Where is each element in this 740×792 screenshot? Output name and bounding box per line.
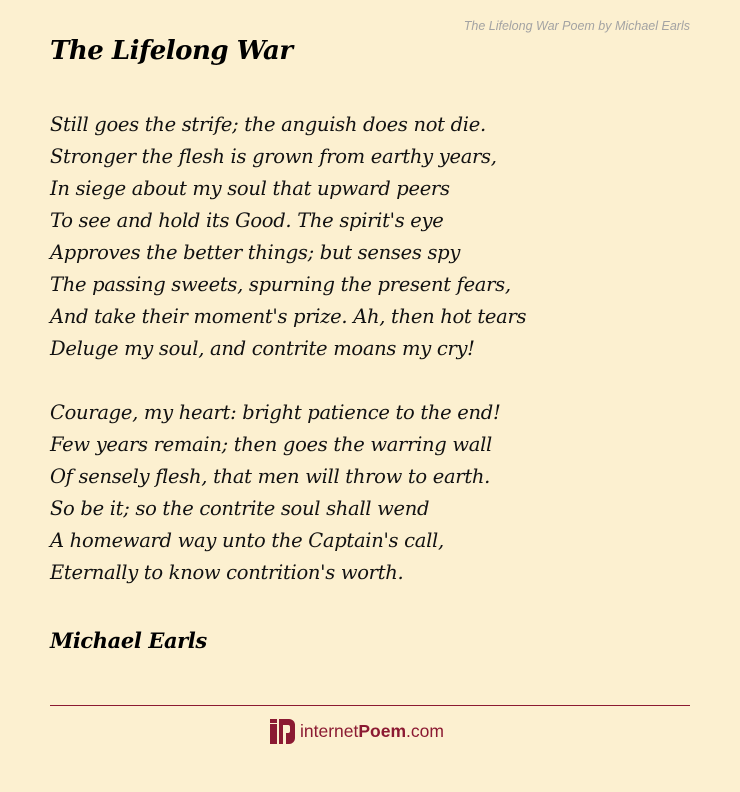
poem-line: Deluge my soul, and contrite moans my cry! bbox=[50, 337, 475, 360]
footer-divider bbox=[50, 705, 690, 706]
logo-text bbox=[300, 721, 444, 742]
logo-suffix: .com bbox=[406, 720, 444, 741]
poem-line: So be it; so the contrite soul shall wend bbox=[50, 497, 430, 520]
poem-line: Of sensely flesh, that men will throw to earth. bbox=[50, 465, 491, 488]
internetpoem-logo[interactable] bbox=[270, 718, 444, 744]
poem-line: Approves the better things; but senses spy bbox=[50, 241, 461, 264]
logo-brand: Poem bbox=[358, 720, 407, 741]
header-credit[interactable]: The Lifelong War Poem by Michael Earls bbox=[463, 19, 690, 33]
poem-line: Still goes the strife; the anguish does not die. bbox=[50, 113, 486, 136]
poem-line: A homeward way unto the Captain's call, bbox=[50, 529, 444, 552]
stanza-1 bbox=[50, 109, 690, 365]
poem-line: The passing sweets, spurning the present fears, bbox=[50, 273, 511, 296]
poem-title: The Lifelong War bbox=[50, 36, 293, 66]
poem-line: In siege about my soul that upward peers bbox=[50, 177, 450, 200]
poem-line: Courage, my heart: bright patience to the end! bbox=[50, 401, 501, 424]
poem-body bbox=[50, 109, 690, 621]
poem-line: Few years remain; then goes the warring wall bbox=[50, 433, 492, 456]
logo-prefix: internet bbox=[300, 720, 359, 741]
stanza-2 bbox=[50, 397, 690, 589]
poem-line: And take their moment's prize. Ah, then hot tears bbox=[50, 305, 527, 328]
poem-line: Eternally to know contrition's worth. bbox=[50, 561, 404, 584]
poem-line: To see and hold its Good. The spirit's eye bbox=[50, 209, 444, 232]
poem-author[interactable]: Michael Earls bbox=[50, 628, 207, 653]
poem-line: Stronger the flesh is grown from earthy years, bbox=[50, 145, 497, 168]
internetpoem-logo-icon bbox=[270, 719, 295, 744]
